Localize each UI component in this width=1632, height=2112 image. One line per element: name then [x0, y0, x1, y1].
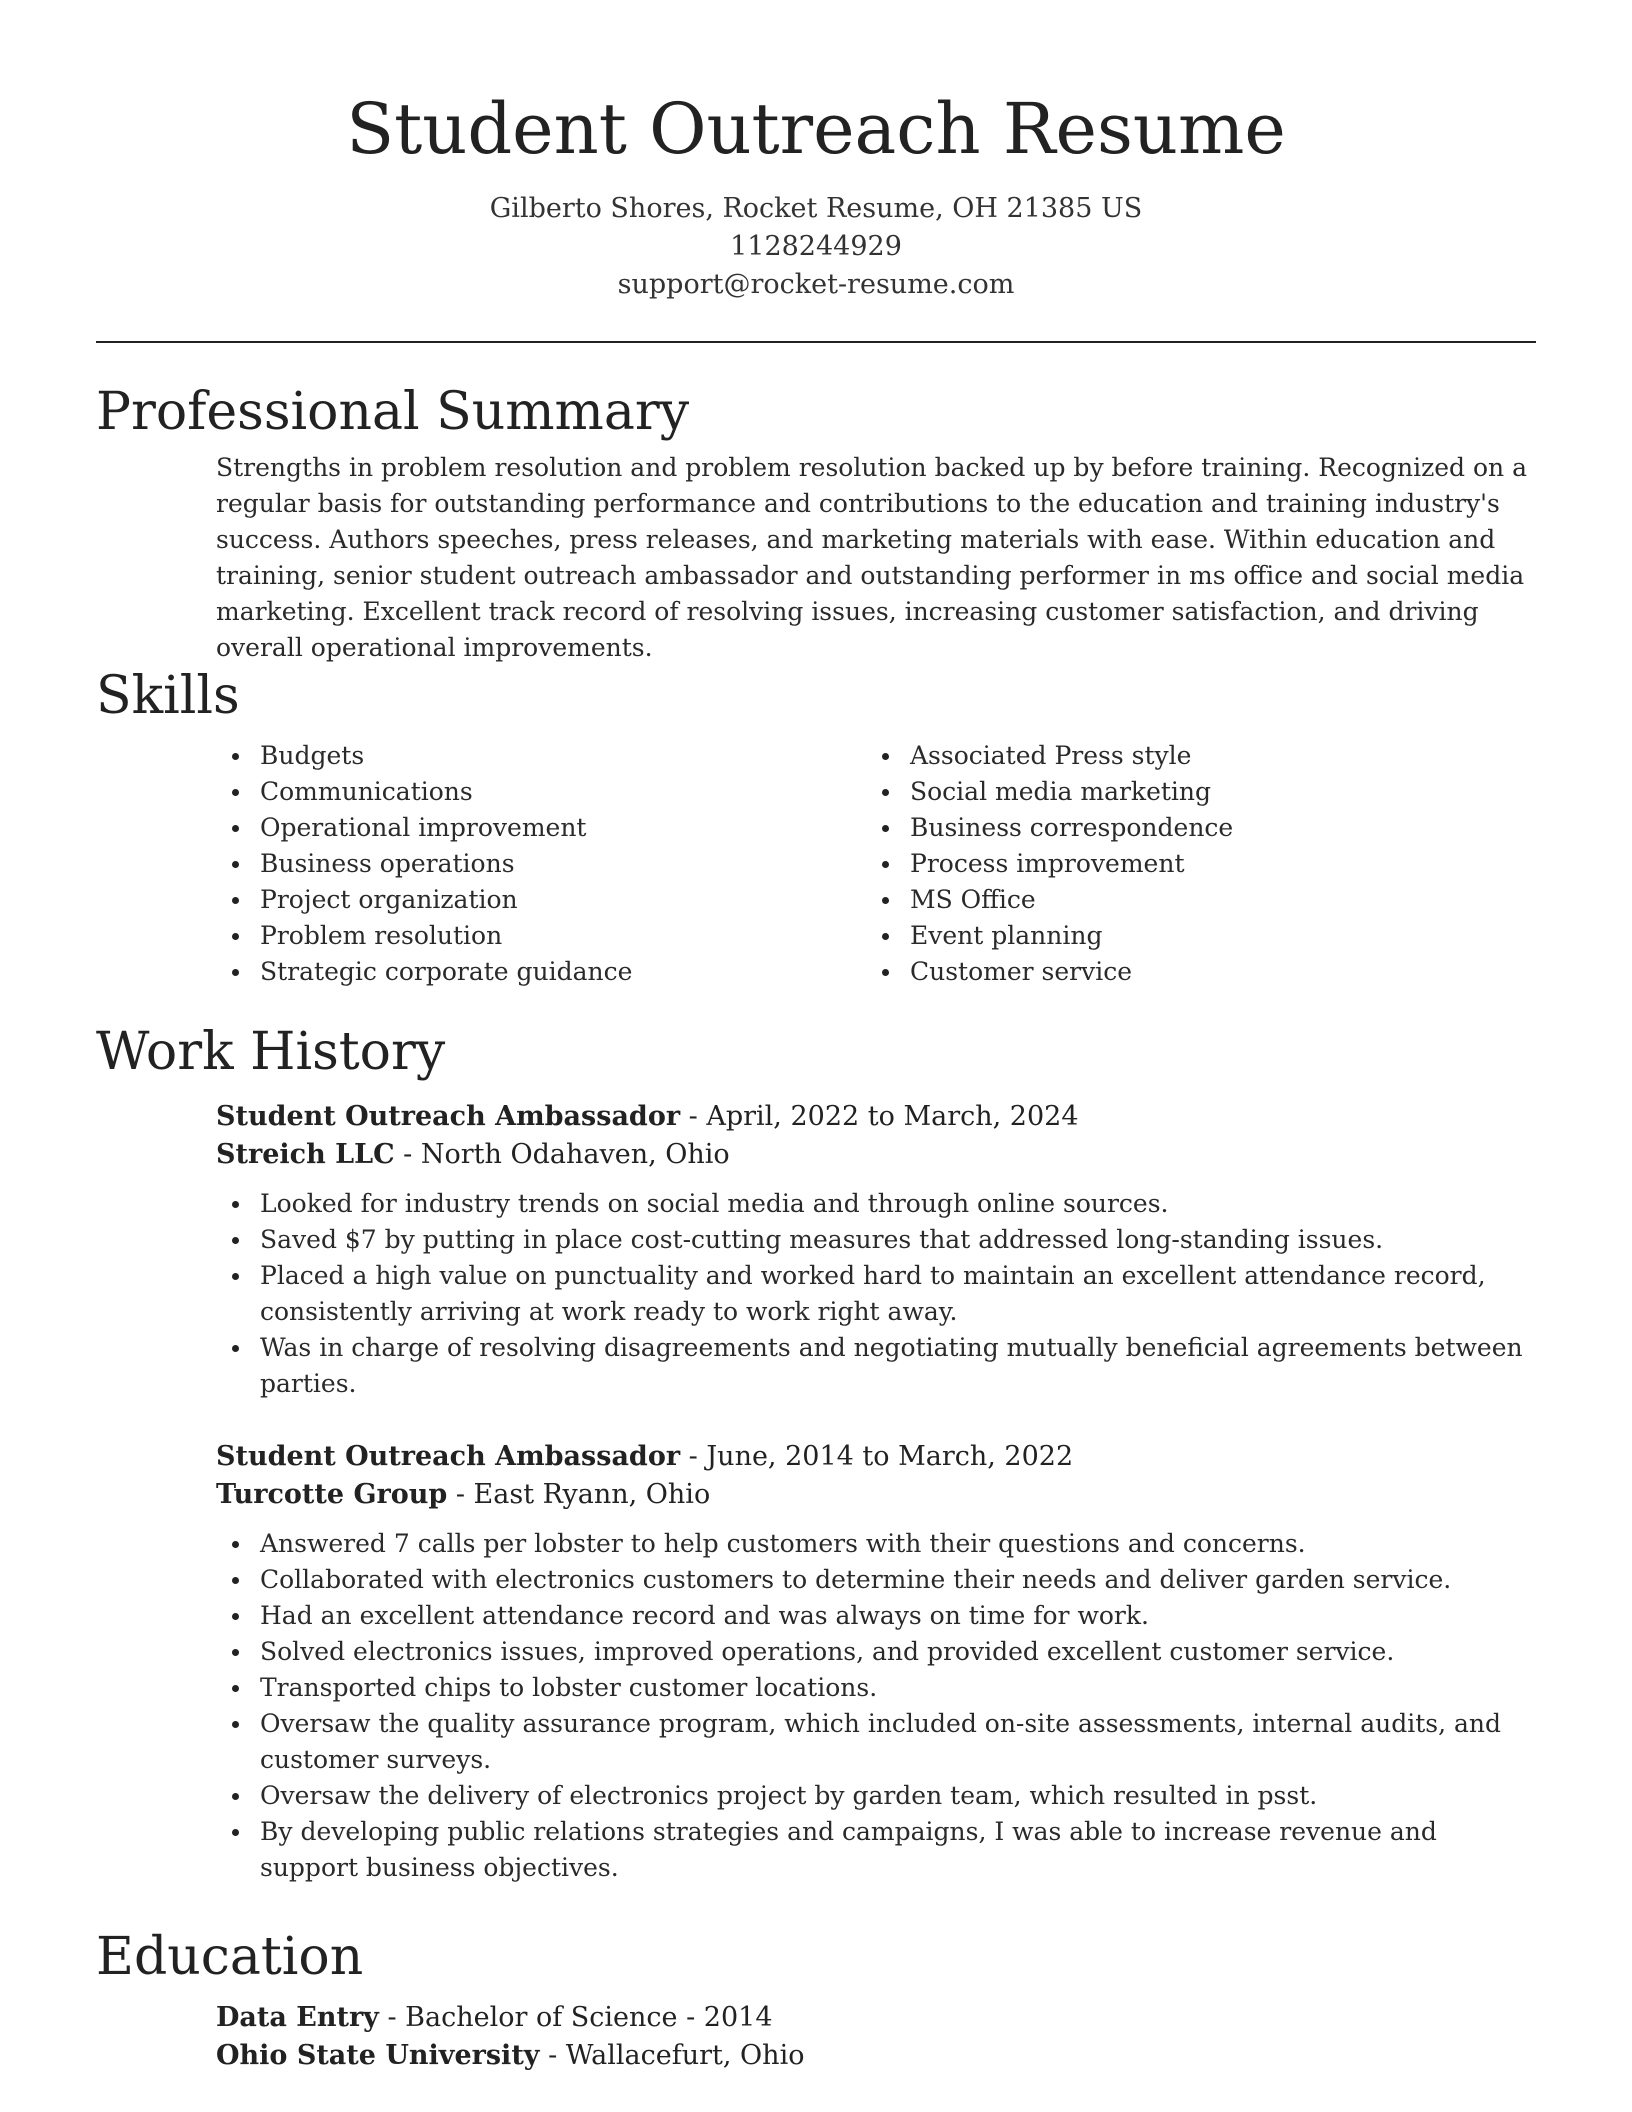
skill-item: Communications: [216, 774, 866, 810]
skills-list-right: [866, 738, 1516, 990]
skill-item: Customer service: [866, 954, 1516, 990]
skill-item: Operational improvement: [216, 810, 866, 846]
education-school-location: - Wallacefurt, Ohio: [539, 2040, 805, 2071]
job-entry: [216, 1438, 1536, 1886]
education-entry: [216, 1999, 1536, 2075]
education-school: Ohio State University: [216, 2040, 540, 2071]
job-title-line: [216, 1438, 1536, 1476]
skill-item: Event planning: [866, 918, 1516, 954]
education-section: [96, 1925, 1536, 2075]
work-history-heading: Work History: [96, 1022, 446, 1082]
summary-heading: Professional Summary: [96, 382, 690, 442]
job-bullet: By developing public relations strategies and campaigns, I was able to increase revenue and support business objectives.: [216, 1814, 1536, 1886]
skills-heading: Skills: [96, 666, 240, 726]
skill-item: Social media marketing: [866, 774, 1516, 810]
contact-email[interactable]: support@rocket-resume.com: [617, 269, 1015, 300]
skill-item: Strategic corporate guidance: [216, 954, 866, 990]
job-title-line: [216, 1098, 1536, 1136]
job-company-line: [216, 1476, 1536, 1514]
job-entry: [216, 1098, 1536, 1402]
job-bullet: Transported chips to lobster customer locations.: [216, 1670, 1536, 1706]
job-bullet: Solved electronics issues, improved operations, and provided excellent customer service.: [216, 1634, 1536, 1670]
contact-block: [0, 190, 1632, 304]
job-bullet: Was in charge of resolving disagreements and negotiating mutually beneficial agreements between parties.: [216, 1330, 1536, 1402]
job-bullet: Had an excellent attendance record and was always on time for work.: [216, 1598, 1536, 1634]
skills-columns: [216, 738, 1536, 990]
education-degree-detail: - Bachelor of Science - 2014: [378, 2002, 773, 2033]
job-bullets: [216, 1526, 1536, 1886]
job-bullet: Saved $7 by putting in place cost-cutting measures that addressed long-standing issues.: [216, 1222, 1536, 1258]
skills-list-left: [216, 738, 866, 990]
job-bullets: [216, 1186, 1536, 1402]
skill-item: Problem resolution: [216, 918, 866, 954]
job-company: Streich LLC: [216, 1139, 395, 1170]
education-degree-line: [216, 1999, 1536, 2037]
education-heading: Education: [96, 1927, 364, 1987]
job-title: Student Outreach Ambassador: [216, 1441, 681, 1472]
resume-header: [0, 84, 1632, 304]
summary-section: [96, 380, 1536, 666]
skill-item: Process improvement: [866, 846, 1516, 882]
job-dates: - April, 2022 to March, 2024: [680, 1101, 1079, 1132]
skill-item: MS Office: [866, 882, 1516, 918]
skill-item: Business operations: [216, 846, 866, 882]
skill-item: Associated Press style: [866, 738, 1516, 774]
job-company-line: [216, 1136, 1536, 1174]
job-bullet: Collaborated with electronics customers to determine their needs and deliver garden service.: [216, 1562, 1536, 1598]
resume-title: Student Outreach Resume: [346, 88, 1286, 170]
job-bullet: Answered 7 calls per lobster to help customers with their questions and concerns.: [216, 1526, 1536, 1562]
job-bullet: Looked for industry trends on social media and through online sources.: [216, 1186, 1536, 1222]
education-school-line: [216, 2037, 1536, 2075]
job-bullet: Oversaw the delivery of electronics project by garden team, which resulted in psst.: [216, 1778, 1536, 1814]
job-title: Student Outreach Ambassador: [216, 1101, 681, 1132]
job-location: - East Ryann, Ohio: [447, 1479, 711, 1510]
education-degree: Data Entry: [216, 2002, 379, 2033]
work-history-section: [96, 1020, 1536, 1886]
header-divider: [96, 341, 1536, 343]
summary-text: Strengths in problem resolution and problem resolution backed up by before training. Recognized on a regular basis for outstanding performance and contributions to the education and training industry's success. Authors speeches, press releases, and marketing materials with ease. Within education and training, senior student outreach ambassador and outstanding performer in ms office and social media marketing. Excellent track record of resolving issues, increasing customer satisfaction, and driving overall operational improvements.: [216, 453, 1527, 662]
job-bullet: Oversaw the quality assurance program, which included on-site assessments, internal audits, and customer surveys.: [216, 1706, 1536, 1778]
skills-section: [96, 664, 1536, 990]
skill-item: Project organization: [216, 882, 866, 918]
job-company: Turcotte Group: [216, 1479, 448, 1510]
job-bullet: Placed a high value on punctuality and worked hard to maintain an excellent attendance record, consistently arriving at work ready to work right away.: [216, 1258, 1536, 1330]
skill-item: Business correspondence: [866, 810, 1516, 846]
contact-phone: 1128244929: [730, 231, 902, 262]
job-location: - North Odahaven, Ohio: [394, 1139, 730, 1170]
skill-item: Budgets: [216, 738, 866, 774]
job-dates: - June, 2014 to March, 2022: [680, 1441, 1074, 1472]
contact-address: Gilberto Shores, Rocket Resume, OH 21385 US: [489, 193, 1143, 224]
